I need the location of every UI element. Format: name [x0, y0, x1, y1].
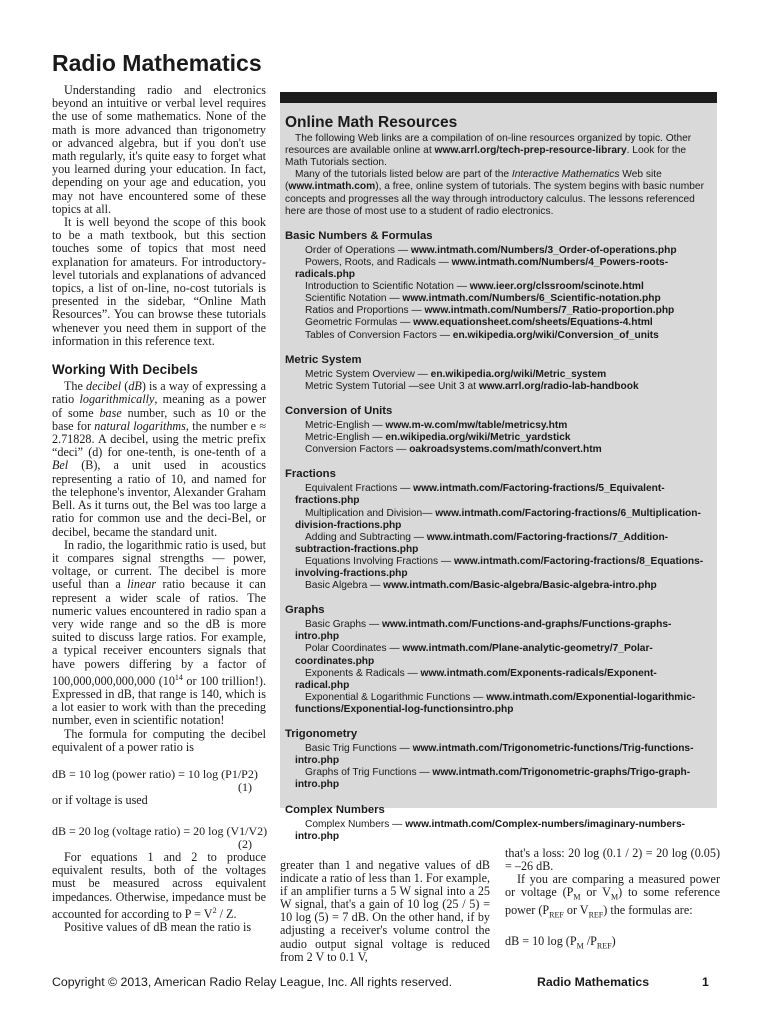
left-column	[52, 84, 266, 934]
sidebar-top-bar	[280, 92, 717, 103]
resource-link-item: Exponential & Logarithmic Functions — www.intmath.com/Exponential-logarithmic-functions/Exponential-log-functionsintro.php	[295, 691, 696, 715]
equation-3: dB = 10 $\log (P_M$ $/P_{REF}$)	[505, 934, 616, 951]
resource-url-link[interactable]: www.intmath.com/Factoring-fractions/6_Multiplication-division-fractions.php	[295, 507, 701, 531]
section-heading: Complex Numbers	[285, 803, 385, 816]
resource-url-link[interactable]: www.intmath.com/Factoring-fractions/7_Addition-subtraction-fractions.php	[295, 531, 669, 555]
intro-paragraph-2: It is well beyond the scope of this book to be a math textbook, but this section touches some of topics that most need explanation for amateurs. For introductory-level tutorials and explanations of advanced topics, a list of on-line, no-cost tutorials is presented in the sidebar, “Online Math Resources”. You can browse these tutorials whenever you need them in support of the information in this reference text.	[52, 215, 266, 348]
decibels-paragraph-4: or if voltage is used	[52, 793, 148, 808]
equation-1-number: (1)	[238, 780, 252, 795]
resource-link-item: Basic Algebra — www.intmath.com/Basic-algebra/Basic-algebra-intro.php	[305, 580, 657, 592]
decibels-paragraph-5: For equations 1 and 2 to produce equivalent results, both of the voltages must be measured across equivalent impedances. Otherwise, impedance must be accounted for according to $P = V^2 / Z$.	[52, 850, 266, 921]
resource-url-link[interactable]: en.wikipedia.org/wiki/Metric_system	[430, 368, 607, 380]
resource-link-item: Basic Graphs — www.intmath.com/Functions-and-graphs/Functions-graphs-intro.php	[295, 619, 672, 643]
resource-url-link[interactable]: www.intmath.com/Numbers/6_Scientific-notation.php	[402, 293, 661, 305]
resource-url-link[interactable]: en.wikipedia.org/wiki/Conversion_of_units	[452, 329, 659, 341]
resource-url-link[interactable]: www.intmath.com/Numbers/3_Order-of-operations.php	[410, 244, 677, 256]
resource-url-link[interactable]: en.wikipedia.org/wiki/Metric_yardstick	[385, 432, 571, 444]
decibels-paragraph-2: In radio, the logarithmic ratio is used, but it compares signal strengths — power, voltage, or current. The decibel is more useful than a linear ratio because it can represent a wider scale of ratios. The numeric values encountered in radio span a very wide range and so the dB is more suited to discuss large ratios. For example, a typical receiver encounters signals that have powers differing by a factor of 100,000,000,000,000 ($10^{14}$ or 100 trillion!). Expressed in dB, that range is 140, which is a lot easier to work with than the preceding number, even in scientific notation!	[52, 537, 266, 728]
section-heading: Metric System	[285, 353, 362, 366]
resource-url-link[interactable]: www.arrl.org/radio-lab-handbook	[478, 380, 639, 392]
online-math-resources-sidebar	[280, 92, 717, 842]
footer-page-number: 1	[702, 975, 709, 989]
intro-paragraph-1: Understanding radio and electronics beyond an intuitive or verbal level requires the use of some mathematics. None of the math is more advanced than trigonometry or advanced algebra, but if you don't use math regularly, it's quite easy to forget what you learned during your education. In fact, depending on your age and education, you may not have encountered some of these topics at all.	[52, 83, 266, 216]
decibels-paragraph-3: The formula for computing the decibel equivalent of a power ratio is	[52, 726, 266, 754]
page-title: Radio Mathematics	[52, 50, 262, 76]
resource-url-link[interactable]: oakroadsystems.com/math/convert.htm	[409, 444, 602, 456]
resource-url-link[interactable]: www.intmath.com/Plane-analytic-geometry/7_Polar-coordinates.php	[295, 643, 653, 667]
section-heading: Basic Numbers & Formulas	[285, 229, 433, 242]
right-column	[505, 847, 720, 953]
resource-link-item: Metric System Overview — en.wikipedia.org/wiki/Metric_system	[305, 368, 607, 380]
resource-link-item: Tables of Conversion Factors — en.wikipedia.org/wiki/Conversion_of_units	[305, 329, 659, 341]
resource-url-link[interactable]: www.intmath.com/Functions-and-graphs/Functions-graphs-intro.php	[295, 619, 672, 643]
sidebar-intro-2: Many of the tutorials listed below are part of the Interactive Mathematics Web site (www.intmath.com), a free, online system of tutorials. The system begins with basic number concepts and progresses all the way through introductory calculus. The lessons referenced here are those of most use to a student of radio electronics.	[285, 169, 704, 217]
resource-url-link[interactable]: www.intmath.com/Numbers/4_Powers-roots-radicals.php	[295, 256, 669, 281]
section-heading: Graphs	[285, 604, 325, 617]
resource-link-item: Order of Operations — www.intmath.com/Numbers/3_Order-of-operations.php	[305, 244, 677, 256]
middle-column-text: greater than 1 and negative values of dB indicate a ratio of less than 1. For example, if an amplifier turns a 5 W signal into a 25 W signal, that's a gain of 10 log (25 / 5) = 10 log (5) = 7 dB. On the other hand, if by adjusting a receiver's volume control the audio output signal voltage is reduced from 2 V to 0.1 V,	[280, 858, 490, 964]
intmath-link[interactable]: www.intmath.com	[288, 181, 376, 193]
sidebar-intro-1: The following Web links are a compilation of on-line resources organized by topic. Other resources are available online at www.arrl.org/tech-prep-resource-library. Look for the Math Tutorials section.	[285, 133, 692, 169]
sidebar-title: Online Math Resources	[285, 114, 458, 131]
resource-url-link[interactable]: www.intmath.com/Factoring-fractions/5_Equivalent-fractions.php	[295, 483, 665, 507]
resource-url-link[interactable]: www.ieer.org/clssroom/scinote.html	[469, 281, 644, 293]
resource-url-link[interactable]: www.intmath.com/Basic-algebra/Basic-algebra-intro.php	[383, 580, 657, 592]
decibels-paragraph-6: Positive values of dB mean the ratio is	[64, 920, 252, 935]
resource-link-item: Ratios and Proportions — www.intmath.com/Numbers/7_Ratio-proportion.php	[305, 305, 675, 317]
resource-link-item: Complex Numbers — www.intmath.com/Complex-numbers/imaginary-numbers-intro.php	[295, 818, 686, 842]
resource-link-item: Graphs of Trig Functions — www.intmath.com/Trigonometric-graphs/Trigo-graph-intro.php	[295, 767, 691, 791]
footer-running-title: Radio Mathematics	[537, 975, 650, 989]
equation-2-number: (2)	[238, 836, 252, 851]
resource-link-item: Scientific Notation — www.intmath.com/Numbers/6_Scientific-notation.php	[305, 293, 661, 305]
resource-url-link[interactable]: www.intmath.com/Trigonometric-functions/Trig-functions-intro.php	[295, 743, 694, 767]
resource-link-item: Conversion Factors — oakroadsystems.com/math/convert.htm	[305, 444, 602, 456]
resource-url-link[interactable]: www.equationsheet.com/sheets/Equations-4.html	[413, 317, 653, 329]
resource-url-link[interactable]: www.intmath.com/Trigonometric-graphs/Trigo-graph-intro.php	[295, 767, 691, 791]
right-paragraph-2: If you are comparing a measured power or voltage ($P_M$ or $V_M$) to some reference power ($P_{REF}$ or $V_{REF}$) the formulas are:	[505, 872, 720, 920]
resource-url-link[interactable]: www.intmath.com/Exponents-radicals/Exponent-radical.php	[295, 667, 657, 691]
right-paragraph-1: that's a loss: 20 log (0.1 / 2) = 20 log (0.05) = –26 dB.	[505, 846, 720, 874]
resource-url-link[interactable]: www.intmath.com/Factoring-fractions/8_Equations-involving-fractions.php	[295, 555, 704, 579]
resource-url-link[interactable]: www.m-w.com/mw/table/metricsy.htm	[385, 419, 568, 431]
resource-url-link[interactable]: www.intmath.com/Exponential-logarithmic-functions/Exponential-log-functionsintro.php	[295, 691, 696, 715]
resource-link-item: Multiplication and Division— www.intmath.com/Factoring-fractions/6_Multiplication-division-fractions.php	[295, 507, 701, 531]
resource-link-item: Powers, Roots, and Radicals — www.intmath.com/Numbers/4_Powers-roots-radicals.php	[295, 256, 669, 281]
equation-2: dB = 20 log (voltage ratio) = 20 log (V1/V2)	[52, 823, 268, 838]
decibels-paragraph-1: The decibel (dB) is a way of expressing a ratio logarithmically, meaning as a power of some base number, such as 10 or the base for natural logarithms, the number e ≈ 2.71828. A decibel, using the metric prefix “deci” (d) for one-tenth, is one-tenth of a Bel (B), a unit used in acoustics representing a ratio of 10, and named for the telephone's inventor, Alexander Graham Bell. As it turns out, the Bel was too large a ratio for common use and the deci-Bel, or decibel, became the standard unit.	[52, 379, 266, 539]
footer-copyright: Copyright © 2013, American Radio Relay League, Inc. All rights reserved.	[52, 975, 453, 989]
tech-prep-link[interactable]: www.arrl.org/tech-prep-resource-library	[434, 145, 627, 157]
decibels-heading: Working With Decibels	[52, 362, 198, 378]
section-heading: Fractions	[285, 468, 336, 481]
section-heading: Trigonometry	[285, 728, 358, 741]
resource-link-item: Equations Involving Fractions — www.intmath.com/Factoring-fractions/8_Equations-involving-fractions.php	[295, 555, 704, 579]
resource-link-item: Basic Trig Functions — www.intmath.com/Trigonometric-functions/Trig-functions-intro.php	[295, 743, 694, 767]
resource-link-item: Metric-English — www.m-w.com/mw/table/metricsy.htm	[305, 419, 568, 431]
resource-link-item: Metric-English — en.wikipedia.org/wiki/Metric_yardstick	[305, 432, 571, 444]
resource-link-item: Exponents & Radicals — www.intmath.com/Exponents-radicals/Exponent-radical.php	[295, 667, 657, 691]
resource-link-item: Adding and Subtracting — www.intmath.com/Factoring-fractions/7_Addition-subtraction-fractions.php	[295, 531, 669, 555]
resource-link-item: Equivalent Fractions — www.intmath.com/Factoring-fractions/5_Equivalent-fractions.php	[295, 483, 665, 507]
resource-link-item: Polar Coordinates — www.intmath.com/Plane-analytic-geometry/7_Polar-coordinates.php	[295, 643, 653, 667]
equation-1: dB = 10 log (power ratio) = 10 log (P1/P2)	[52, 767, 258, 781]
resource-link-item: Geometric Formulas — www.equationsheet.com/sheets/Equations-4.html	[305, 317, 653, 329]
resource-link-item: Metric System Tutorial —see Unit 3 at www.arrl.org/radio-lab-handbook	[305, 380, 639, 392]
resource-link-item: Introduction to Scientific Notation — www.ieer.org/clssroom/scinote.html	[305, 281, 644, 293]
section-heading: Conversion of Units	[285, 404, 393, 417]
resource-sections	[285, 230, 704, 843]
resource-url-link[interactable]: www.intmath.com/Numbers/7_Ratio-proportion.php	[424, 305, 675, 317]
resource-url-link[interactable]: www.intmath.com/Complex-numbers/imaginary-numbers-intro.php	[295, 818, 686, 842]
